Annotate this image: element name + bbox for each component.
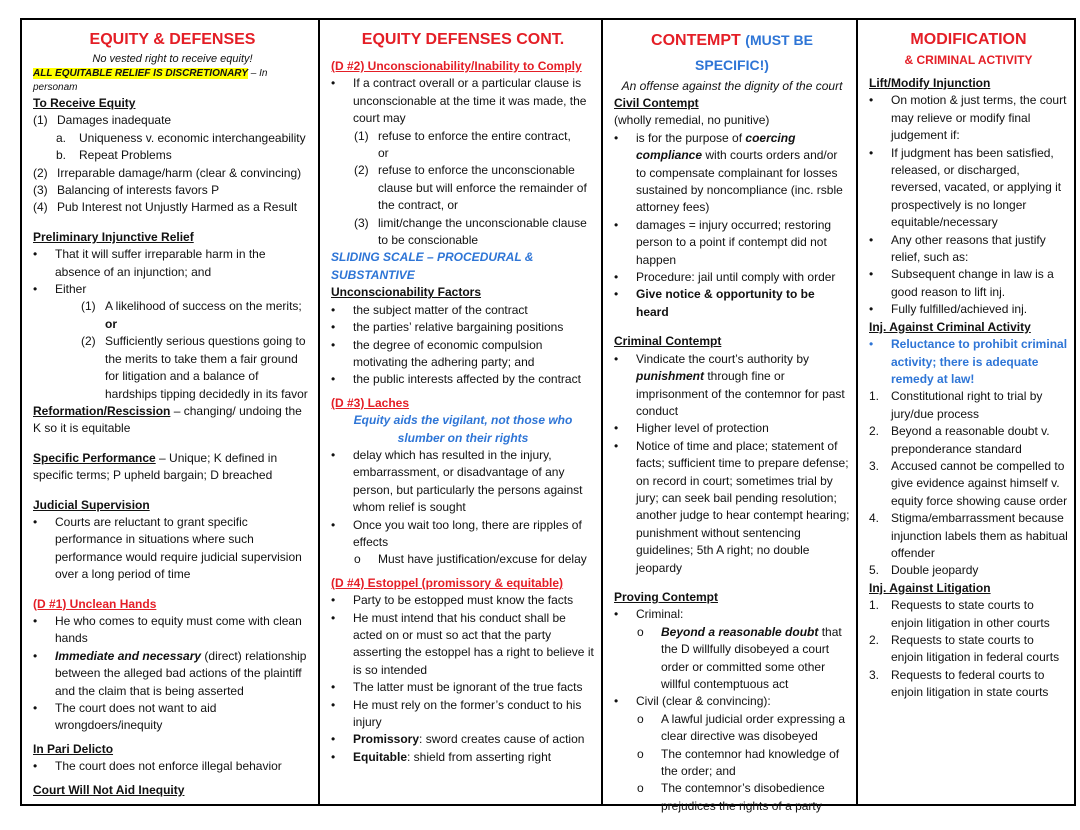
list-item: • Either: [33, 282, 87, 297]
column-title: EQUITY & DEFENSES: [89, 31, 256, 48]
list-item: • Courts are reluctant to grant specific performance in situations where such performance would require judicial supervision over a long period of time: [33, 514, 302, 582]
subtitle: No vested right to receive equity!: [92, 53, 253, 65]
list-item: (4) Pub Interest not Unjustly Harmed as a Result: [33, 200, 298, 215]
list-item: a. Uniqueness v. economic interchangeability: [56, 130, 306, 145]
list-item: o A lawful judicial order expressing a clear directive was disobeyed: [637, 711, 846, 744]
list-item: • Fully fulfilled/achieved inj.: [869, 302, 1028, 317]
list-item: • Give notice & opportunity to be heard: [614, 287, 815, 319]
list-item: • is for the purpose of coercing compliance with courts orders and/or to compensate complainant for losses sustained by noncompliance (inc. rsble attorney fees): [614, 130, 843, 215]
or-text: or: [105, 316, 117, 331]
list-item: 4. Stigma/embarrassment because injunction labels them as habitual offender: [869, 511, 1068, 560]
list-item: 2. Beyond a reasonable doubt v. preponderance standard: [869, 424, 1050, 456]
sliding-scale-note: SLIDING SCALE – PROCEDURAL & SUBSTANTIVE: [331, 250, 534, 282]
list-item: • the public interests affected by the contract: [331, 372, 581, 387]
column-title: MODIFICATION: [910, 31, 1027, 48]
list-item: 3. Requests to federal courts to enjoin litigation in state courts: [869, 667, 1049, 700]
heading-in-pari-delicto: In Pari Delicto: [33, 741, 114, 756]
list-item: • He must rely on the former’s conduct to his injury: [331, 697, 582, 730]
list-item: • Reluctance to prohibit criminal activity; there is adequate remedy at law!: [869, 337, 1068, 386]
list-item: • Higher level of protection: [614, 421, 769, 436]
list-item: • If judgment has been satisfied, released, or discharged, reversed, vacated, or applying it prospectively is no longer equitable/necessary: [869, 145, 1062, 230]
heading-lift-modify-injunction: Lift/Modify Injunction: [869, 76, 991, 90]
heading-criminal-contempt: Criminal Contempt: [614, 334, 722, 349]
civil-note: (wholly remedial, no punitive): [614, 113, 770, 128]
list-item: • The latter must be ignorant of the true facts: [331, 680, 583, 695]
list-item: • the degree of economic compulsion motivating the adhering party; and: [331, 337, 543, 369]
column-title: CONTEMPT (MUST BE SPECIFIC!): [651, 32, 813, 73]
list-item: • He must intend that his conduct shall be acted on or must so act that the party asserting the estoppel has a right to believe it is so intended: [331, 610, 594, 677]
heading-court-will-not-aid-inequity: Court Will Not Aid Inequity: [33, 782, 185, 797]
heading-laches: (D #3) Laches: [331, 395, 410, 410]
outline-table: [20, 18, 1076, 813]
list-item: • Civil (clear & convincing):: [614, 694, 771, 709]
list-item: (1) refuse to enforce the entire contract,: [354, 128, 571, 143]
list-item: 1. Constitutional right to trial by jury/due process: [869, 389, 1043, 421]
list-item: • If a contract overall or a particular clause is unconscionable at the time it was made, the court may: [331, 76, 587, 126]
list-item: • the subject matter of the contract: [331, 302, 528, 317]
list-item: • Promissory: sword creates cause of action: [331, 732, 585, 747]
list-item: (1) Damages inadequate: [33, 113, 172, 128]
heading-proving-contempt: Proving Contempt: [614, 589, 718, 604]
list-item: 1. Requests to state courts to enjoin litigation in other courts: [869, 598, 1050, 630]
list-item: • Criminal:: [614, 607, 684, 622]
list-item: • Subsequent change in law is a good reason to lift inj.: [869, 267, 1054, 299]
heading-unconscionability-factors: Unconscionability Factors: [331, 285, 482, 300]
list-item: • The court does not enforce illegal behavior: [33, 759, 282, 774]
list-item: b. Repeat Problems: [56, 148, 172, 163]
list-item: • Immediate and necessary (direct) relationship between the alleged bad actions of the plaintiff and the claim that is being asserted: [33, 648, 307, 698]
subtitle: An offense against the dignity of the court: [621, 79, 843, 93]
list-item: (1) A likelihood of success on the merits;: [81, 299, 302, 314]
heading-unconscionability: (D #2) Unconscionability/Inability to Comply: [331, 59, 582, 73]
list-item: • Notice of time and place; statement of facts; sufficient time to prepare defense; on record in court; sometimes trial by jury; can seek bail pending resolution; another judge to hear contempt hearing; punishment without sentencing guidelines; 5th A right; no double jeopardy: [614, 438, 850, 575]
list-item: • damages = injury occurred; restoring person to a point if contempt did not happen: [614, 217, 832, 267]
list-item: (2) refuse to enforce the unconscionable clause but will enforce the remainder of the contract, or: [354, 163, 587, 213]
reformation-rescission: Reformation/Rescission – changing/ undoing the K so it is equitable: [33, 403, 302, 436]
list-item: o Must have justification/excuse for delay: [354, 552, 587, 567]
list-item: • Once you wait too long, there are ripples of effects: [331, 517, 582, 549]
list-item: (3) Balancing of interests favors P: [33, 183, 220, 198]
heading-inj-against-criminal-activity: Inj. Against Criminal Activity: [869, 319, 1031, 334]
list-item: o The contemnor’s disobedience prejudices the rights of a party: [637, 781, 825, 813]
heading-receive-equity: To Receive Equity: [33, 96, 136, 110]
list-item: • On motion & just terms, the court may relieve or modify final judgement if:: [869, 93, 1067, 143]
heading-preliminary-injunctive-relief: Preliminary Injunctive Relief: [33, 229, 194, 244]
heading-estoppel: (D #4) Estoppel (promissory & equitable): [331, 575, 564, 590]
list-item: • Party to be estopped must know the facts: [331, 593, 574, 608]
column-contempt: [603, 20, 858, 813]
list-item: 2. Requests to state courts to enjoin litigation in federal courts: [869, 633, 1060, 665]
or-text: or: [378, 146, 389, 161]
list-item: (3) limit/change the unconscionable clause to be conscionable: [354, 215, 587, 248]
column-title: EQUITY DEFENSES CONT.: [361, 31, 565, 48]
heading-civil-contempt: Civil Contempt: [614, 96, 699, 110]
column-equity-defenses: [22, 20, 320, 804]
heading-unclean-hands: (D #1) Unclean Hands: [33, 596, 157, 611]
list-item: o The contemnor had knowledge of the order; and: [637, 746, 840, 779]
highlight-note: ALL EQUITABLE RELIEF IS DISCRETIONARY – In personam: [33, 68, 268, 93]
column-equity-defenses-cont: [320, 20, 603, 804]
list-item: • Vindicate the court’s authority by punishment through fine or imprisonment of the contemnor for past conduct: [614, 351, 845, 418]
specific-performance: Specific Performance – Unique; K defined in specific terms; P upheld bargain; D breached: [33, 450, 278, 483]
heading-judicial-supervision: Judicial Supervision: [33, 497, 150, 512]
list-item: • The court does not want to aid wrongdoers/inequity: [33, 701, 217, 733]
list-item: (2) Irreparable damage/harm (clear & convincing): [33, 165, 302, 180]
list-item: • Equitable: shield from asserting right: [331, 749, 552, 764]
list-item: o Beyond a reasonable doubt that the D willfully disobeyed a court order or committed some other willful contemptuous act: [637, 624, 842, 691]
list-item: • That it will suffer irreparable harm in the absence of an injunction; and: [33, 247, 266, 279]
list-item: 3. Accused cannot be compelled to give evidence against himself v. equity force showing cause order: [869, 458, 1068, 508]
list-item: • He who comes to equity must come with clean hands: [33, 613, 302, 646]
list-item: • Procedure: jail until comply with order: [614, 270, 836, 285]
column-subtitle: & CRIMINAL ACTIVITY: [904, 53, 1033, 67]
list-item: • the parties’ relative bargaining positions: [331, 320, 564, 335]
column-modification: [858, 20, 1074, 804]
heading-inj-against-litigation: Inj. Against Litigation: [869, 580, 991, 595]
list-item: • delay which has resulted in the injury, embarrassment, or disadvantage of any person, but particularly the persons against whom relief is sought: [331, 447, 583, 515]
list-item: 5. Double jeopardy: [869, 563, 979, 578]
list-item: (2) Sufficiently serious questions going to the merits to take them a fair ground for litigation and a balance of hardships tipping decidedly in its favor: [81, 334, 308, 401]
laches-quote: Equity aids the vigilant, not those who slumber on their rights: [353, 413, 573, 445]
list-item: • Any other reasons that justify relief, such as:: [869, 232, 1046, 265]
